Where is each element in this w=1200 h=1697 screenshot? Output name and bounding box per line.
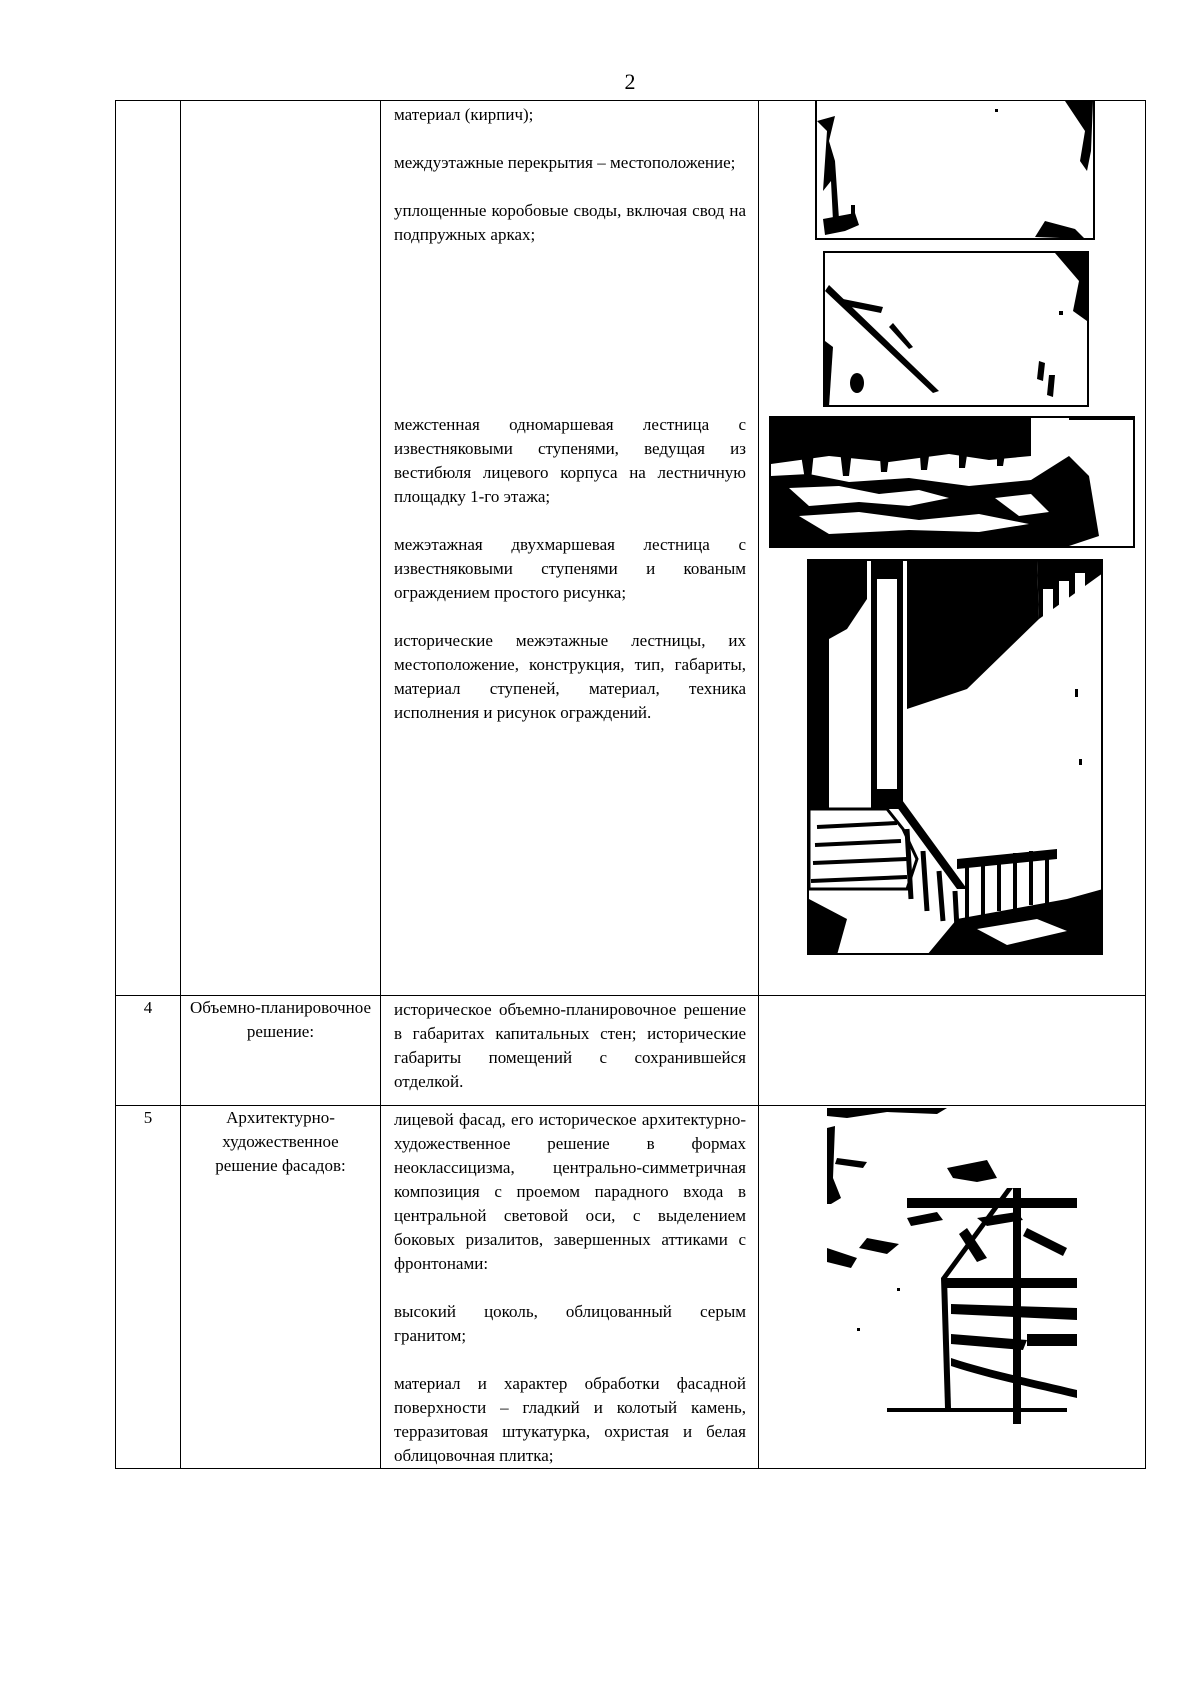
row-number-cell (116, 101, 181, 996)
vault-arch-photo (823, 251, 1089, 407)
row-photo-cell (759, 101, 1146, 996)
paragraph-plinth: высокий цоколь, облицованный серым гранитом; (394, 1302, 746, 1345)
vault-photo (815, 101, 1095, 241)
row-number-cell: 4 (116, 996, 181, 1106)
row-description-cell (381, 1106, 759, 1469)
row-name-cell (181, 101, 381, 996)
two-flight-stair-photo (807, 559, 1103, 955)
single-flight-stair-photo (769, 416, 1135, 548)
row-photo-cell (759, 1106, 1146, 1469)
paragraph-facade-surface: материал и характер обработки фасадной поверхности – гладкий и колотый камень, терразитовая штукатурка, охристая и белая облицовочная плитка; (394, 1374, 746, 1465)
paragraph-material: материал (кирпич); (394, 105, 534, 124)
paragraph-single-flight-stair: межстенная одномаршевая лестница с известняковыми ступенями, ведущая из вестибюля лицевого корпуса на лестничную площадку 1-го этажа; (394, 415, 746, 506)
paragraph-historic-stairs: исторические межэтажные лестницы, их местоположение, конструкция, тип, габариты, материал ступеней, материал, техника исполнения и рисунок ограждений. (394, 631, 746, 722)
row-description-cell (381, 101, 759, 996)
table-row-4 (116, 996, 1146, 1106)
paragraph-volume-planning: историческое объемно-планировочное решение в габаритах капитальных стен; исторические габариты помещений с сохранившейся отделкой. (394, 1000, 746, 1091)
row-photo-cell (759, 996, 1146, 1106)
row-name-cell: Архитектурно-художественное решение фасадов: (181, 1106, 381, 1469)
paragraph-vaults: уплощенные коробовые своды, включая свод на подпружных арках; (394, 201, 746, 244)
row-name-cell: Объемно-планировочное решение: (181, 996, 381, 1106)
page-number: 2 (624, 69, 636, 94)
register-table (115, 100, 1146, 1469)
paragraph-main-facade: лицевой фасад, его историческое архитектурно-художественное решение в формах неоклассицизма, центрально-симметричная композиция с проемом парадного входа в центральной световой оси, с выделением боковых ризалитов, завершенных аттиками с фронтонами: (394, 1110, 746, 1273)
table-row-5 (116, 1106, 1146, 1469)
paragraph-two-flight-stair: межэтажная двухмаршевая лестница с известняковыми ступенями и кованым ограждением простого рисунка; (394, 535, 746, 602)
facade-detail-photo (827, 1108, 1077, 1424)
table-row-continuation (116, 101, 1146, 996)
paragraph-floor-slabs: междуэтажные перекрытия – местоположение; (394, 153, 736, 172)
row-description-cell (381, 996, 759, 1106)
row-number-cell: 5 (116, 1106, 181, 1469)
